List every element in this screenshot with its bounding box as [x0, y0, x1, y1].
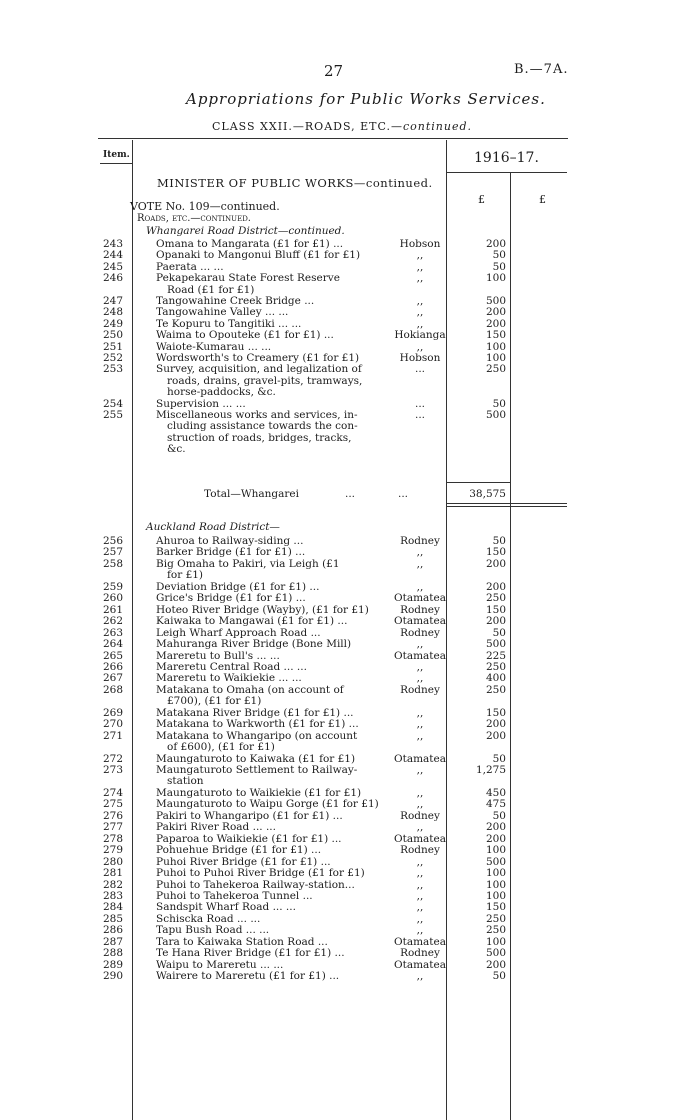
item-amount: 100: [485, 272, 506, 285]
item-district: Rodney: [400, 809, 440, 822]
item-number: 258: [103, 557, 124, 570]
item-description: Miscellaneous works and services, in-: [156, 409, 358, 421]
item-district: Hokianga: [394, 329, 446, 342]
item-amount: 500: [485, 638, 506, 651]
item-description: Maungaturoto Settlement to Railway-: [156, 764, 358, 776]
item-number: 277: [103, 821, 124, 834]
item-amount: 50: [492, 809, 506, 822]
item-amount: 250: [485, 363, 506, 376]
item-number: 243: [103, 238, 124, 250]
item-description: Mareretu to Waikiekie ... ...: [156, 672, 302, 685]
item-number: 261: [103, 603, 124, 616]
item-description: cluding assistance towards the con-: [167, 420, 358, 433]
item-description: horse-paddocks, &c.: [167, 386, 276, 399]
item-number: 276: [103, 809, 124, 822]
item-description: Pakiri to Whangaripo (£1 for £1) ...: [156, 809, 343, 822]
item-description: Omana to Mangarata (£1 for £1) ...: [156, 238, 344, 250]
item-district: ,,: [416, 718, 424, 731]
item-amount: 450: [485, 786, 506, 799]
item-description: Waiote-Kumarau ... ...: [156, 340, 272, 353]
item-amount: 150: [485, 706, 506, 719]
item-number: 244: [103, 249, 124, 262]
class-line: CLASS XXII.—ROADS, ETC.: [212, 120, 391, 133]
item-description: Waipu to Mareretu ... ...: [156, 958, 284, 971]
item-district: ,,: [416, 786, 424, 799]
item-description: Puhoi River Bridge (£1 for £1) ...: [156, 855, 331, 868]
item-district: Rodney: [400, 844, 440, 857]
item-district: ,,: [416, 901, 424, 914]
item-number: 286: [103, 924, 124, 937]
item-number: 259: [103, 580, 124, 593]
item-district: ,,: [416, 660, 424, 673]
item-amount: 250: [485, 592, 506, 605]
item-description: &c.: [167, 443, 186, 456]
item-description: Matakana to Warkworth (£1 for £1) ...: [156, 718, 359, 731]
item-district: ,,: [416, 889, 424, 902]
item-number: 260: [103, 592, 124, 605]
page-title: Appropriations for Public Works Services.: [186, 90, 546, 108]
item-number: 245: [103, 260, 124, 273]
item-number: 251: [103, 340, 124, 353]
item-amount: 200: [485, 306, 506, 319]
item-description: Road (£1 for £1): [167, 283, 255, 296]
item-district: ...: [414, 409, 425, 421]
item-number: 256: [103, 535, 124, 547]
item-district: Rodney: [400, 626, 440, 639]
item-description: Hoteo River Bridge (Wayby), (£1 for £1): [156, 603, 369, 616]
item-number: 283: [103, 889, 124, 902]
top-rule: [98, 138, 568, 139]
auckland-district-heading: Auckland Road District—: [146, 521, 280, 533]
item-district: Otamatea: [394, 592, 446, 605]
item-number: 247: [103, 295, 124, 307]
item-district: Hobson: [399, 352, 441, 364]
item-amount: 200: [485, 958, 506, 971]
item-district: Otamatea: [394, 832, 446, 845]
item-district: ,,: [416, 260, 424, 273]
item-district: Otamatea: [394, 935, 446, 948]
item-district: ,,: [416, 306, 424, 319]
item-district: ,,: [416, 580, 424, 593]
item-district: ,,: [416, 638, 424, 651]
item-description: Survey, acquisition, and legalization of: [156, 363, 362, 376]
item-district: Rodney: [400, 683, 440, 696]
item-district: ,,: [416, 706, 424, 719]
item-amount: 200: [485, 317, 506, 330]
item-amount: 200: [485, 238, 506, 250]
item-district: ,,: [416, 317, 424, 330]
item-description: Big Omaha to Pakiri, via Leigh (£1: [156, 557, 340, 570]
item-number: 272: [103, 752, 124, 765]
item-number: 287: [103, 935, 124, 948]
item-district: ,,: [416, 272, 424, 285]
item-description: Matakana to Whangaripo (on account: [156, 729, 358, 742]
item-number: 275: [103, 798, 124, 811]
item-amount: 200: [485, 615, 506, 628]
total-dots-1: ...: [345, 488, 356, 500]
item-amount: 50: [492, 752, 506, 765]
item-description: Matakana River Bridge (£1 for £1) ...: [156, 706, 354, 719]
item-amount: 200: [485, 729, 506, 742]
item-amount: 250: [485, 683, 506, 696]
item-number: 254: [103, 397, 124, 410]
item-number: 267: [103, 672, 124, 685]
item-amount: 500: [485, 947, 506, 960]
item-description: Paparoa to Waikiekie (£1 for £1) ...: [156, 832, 342, 845]
item-amount: 50: [492, 535, 506, 547]
item-description: Deviation Bridge (£1 for £1) ...: [156, 580, 320, 593]
item-number: 252: [103, 352, 124, 364]
item-description: Maungaturoto to Kaiwaka (£1 for £1): [156, 752, 356, 765]
item-amount: 225: [485, 649, 506, 662]
whangarei-district-heading: Whangarei Road District—continued.: [146, 225, 345, 237]
pound-symbol-2: £: [539, 193, 546, 206]
total-bottom-rule-2: [447, 506, 567, 507]
item-number: 263: [103, 626, 124, 639]
item-district: ,,: [416, 557, 424, 570]
item-amount: 1,275: [475, 764, 506, 776]
item-description: Te Hana River Bridge (£1 for £1) ...: [156, 947, 345, 960]
item-description: Tara to Kaiwaka Station Road ...: [156, 935, 328, 948]
item-number: 284: [103, 901, 124, 914]
item-description: Mareretu to Bull's ... ...: [156, 649, 280, 662]
year-under-rule: [447, 172, 567, 173]
item-description: Te Kopuru to Tangitiki ... ...: [156, 317, 302, 330]
item-amount: 200: [485, 821, 506, 834]
item-number: 262: [103, 615, 124, 628]
item-description: Leigh Wharf Approach Road ...: [156, 626, 321, 639]
item-description: Pakiri River Road ... ...: [156, 821, 276, 834]
item-description: Waima to Opouteke (£1 for £1) ...: [156, 329, 334, 342]
item-description: for £1): [167, 569, 204, 582]
item-number: 279: [103, 844, 124, 857]
item-amount: 100: [485, 844, 506, 857]
item-number: 278: [103, 832, 124, 845]
item-amount: 150: [485, 901, 506, 914]
total-label: Total—Whangarei: [204, 488, 299, 500]
total-amount: 38,575: [469, 488, 506, 500]
item-description: Pohuehue Bridge (£1 for £1) ...: [156, 844, 322, 857]
item-amount: 250: [485, 912, 506, 925]
item-district: ,,: [416, 798, 424, 811]
item-description: Wordsworth's to Creamery (£1 for £1): [156, 352, 360, 364]
item-number: 253: [103, 363, 124, 376]
item-number: 290: [103, 970, 124, 983]
total-bottom-rule: [447, 503, 567, 504]
item-district: ,,: [416, 912, 424, 925]
item-number: 250: [103, 329, 124, 342]
item-amount: 150: [485, 603, 506, 616]
item-number: 281: [103, 867, 124, 880]
item-district: ,,: [416, 249, 424, 262]
item-amount: 500: [485, 409, 506, 421]
vote-heading: VOTE No. 109—continued.: [130, 200, 280, 213]
item-amount: 50: [492, 249, 506, 262]
item-amount: 250: [485, 660, 506, 673]
item-district: Hobson: [399, 238, 441, 250]
item-district: ,,: [416, 672, 424, 685]
item-district: Rodney: [400, 535, 440, 547]
item-number: 268: [103, 683, 124, 696]
item-description: of £600), (£1 for £1): [167, 741, 275, 754]
item-district: Otamatea: [394, 649, 446, 662]
item-district: Otamatea: [394, 752, 446, 765]
item-amount: 100: [485, 935, 506, 948]
item-district: ,,: [416, 295, 424, 307]
item-description: Barker Bridge (£1 for £1) ...: [156, 546, 306, 559]
item-number: 257: [103, 546, 124, 559]
item-number: 280: [103, 855, 124, 868]
item-amount: 200: [485, 580, 506, 593]
item-amount: 50: [492, 260, 506, 273]
item-description: Supervision ... ...: [156, 397, 246, 410]
item-district: Otamatea: [394, 958, 446, 971]
item-description: Tapu Bush Road ... ...: [156, 924, 270, 937]
item-description: Sandspit Wharf Road ... ...: [156, 901, 296, 914]
item-number: 282: [103, 878, 124, 891]
item-description: Wairere to Mareretu (£1 for £1) ...: [156, 970, 340, 983]
item-number: 246: [103, 272, 124, 285]
item-description: Tangowahine Creek Bridge ...: [156, 295, 315, 307]
item-description: Maungaturoto to Waipu Gorge (£1 for £1): [156, 798, 379, 811]
item-number: 285: [103, 912, 124, 925]
item-district: Rodney: [400, 947, 440, 960]
item-number: 269: [103, 706, 124, 719]
item-head-under-rule: [100, 163, 132, 164]
item-amount: 100: [485, 352, 506, 364]
class-heading: [212, 120, 472, 133]
item-amount: 475: [485, 798, 506, 811]
item-amount: 100: [485, 867, 506, 880]
item-description: Schiscka Road ... ...: [156, 912, 261, 925]
item-description: station: [167, 775, 204, 788]
item-description: Grice's Bridge (£1 for £1) ...: [156, 592, 306, 605]
item-district: ,,: [416, 970, 424, 983]
document-reference: B.—7A.: [514, 62, 569, 77]
item-number: 248: [103, 306, 124, 319]
item-amount: 200: [485, 557, 506, 570]
item-district: ,,: [416, 340, 424, 353]
item-description: Puhoi to Tahekeroa Railway-station...: [156, 878, 355, 891]
item-amount: 50: [492, 626, 506, 639]
item-description: £700), (£1 for £1): [167, 695, 262, 708]
item-description: Matakana to Omaha (on account of: [156, 683, 344, 696]
item-district: Rodney: [400, 603, 440, 616]
item-description: Paerata ... ...: [156, 260, 224, 273]
item-number: 271: [103, 729, 124, 742]
class-continued: —continued.: [390, 120, 473, 133]
item-district: ,,: [416, 924, 424, 937]
item-district: ,,: [416, 855, 424, 868]
item-number: 288: [103, 947, 124, 960]
item-district: ,,: [416, 764, 424, 776]
item-amount: 50: [492, 397, 506, 410]
item-district: ,,: [416, 867, 424, 880]
item-number: 273: [103, 764, 124, 776]
item-description: Maungaturoto to Waikiekie (£1 for £1): [156, 786, 362, 799]
item-district: ,,: [416, 729, 424, 742]
item-number: 264: [103, 638, 124, 651]
item-description: struction of roads, bridges, tracks,: [167, 431, 352, 444]
item-description: Mahuranga River Bridge (Bone Mill): [156, 638, 352, 651]
item-description: Pekapekarau State Forest Reserve: [156, 272, 340, 285]
item-amount: 200: [485, 718, 506, 731]
item-description: Opanaki to Mangonui Bluff (£1 for £1): [156, 249, 361, 262]
total-dots-2: ...: [398, 488, 409, 500]
item-number: 249: [103, 317, 124, 330]
roads-subheading: Roads, etc.—continued.: [137, 213, 251, 224]
page-number: 27: [324, 62, 344, 80]
item-number: 274: [103, 786, 124, 799]
item-amount: 500: [485, 855, 506, 868]
item-description: Ahuroa to Railway-siding ...: [156, 535, 304, 547]
item-amount: 150: [485, 329, 506, 342]
item-amount: 250: [485, 924, 506, 937]
item-number: 255: [103, 409, 124, 421]
item-district: ,,: [416, 546, 424, 559]
item-column-header: Item.: [103, 150, 130, 160]
item-amount: 100: [485, 889, 506, 902]
item-amount: 400: [485, 672, 506, 685]
item-description: roads, drains, gravel-pits, tramways,: [167, 374, 363, 387]
pound-symbol-1: £: [478, 193, 485, 206]
item-district: ...: [414, 397, 425, 410]
item-description: Puhoi to Tahekeroa Tunnel ...: [156, 889, 313, 902]
item-district: ,,: [416, 878, 424, 891]
item-description: Kaiwaka to Mangawai (£1 for £1) ...: [156, 615, 348, 628]
item-number: 270: [103, 718, 124, 731]
minister-heading: MINISTER OF PUBLIC WORKS—continued.: [157, 176, 433, 190]
item-amount: 500: [485, 295, 506, 307]
total-top-rule: [447, 482, 510, 483]
item-district: ,,: [416, 821, 424, 834]
year-column-header: 1916–17.: [474, 150, 539, 166]
item-amount: 100: [485, 340, 506, 353]
item-amount: 150: [485, 546, 506, 559]
item-district: ...: [414, 363, 425, 376]
item-amount: 100: [485, 878, 506, 891]
amount-column-rule: [510, 172, 511, 1120]
item-amount: 200: [485, 832, 506, 845]
item-description: Puhoi to Puhoi River Bridge (£1 for £1): [156, 867, 365, 880]
item-description: Mareretu Central Road ... ...: [156, 660, 307, 673]
item-number: 266: [103, 660, 124, 673]
item-number: 265: [103, 649, 124, 662]
item-district: Otamatea: [394, 615, 446, 628]
item-amount: 50: [492, 970, 506, 983]
item-description: Tangowahine Valley ... ...: [156, 306, 289, 319]
item-number: 289: [103, 958, 124, 971]
